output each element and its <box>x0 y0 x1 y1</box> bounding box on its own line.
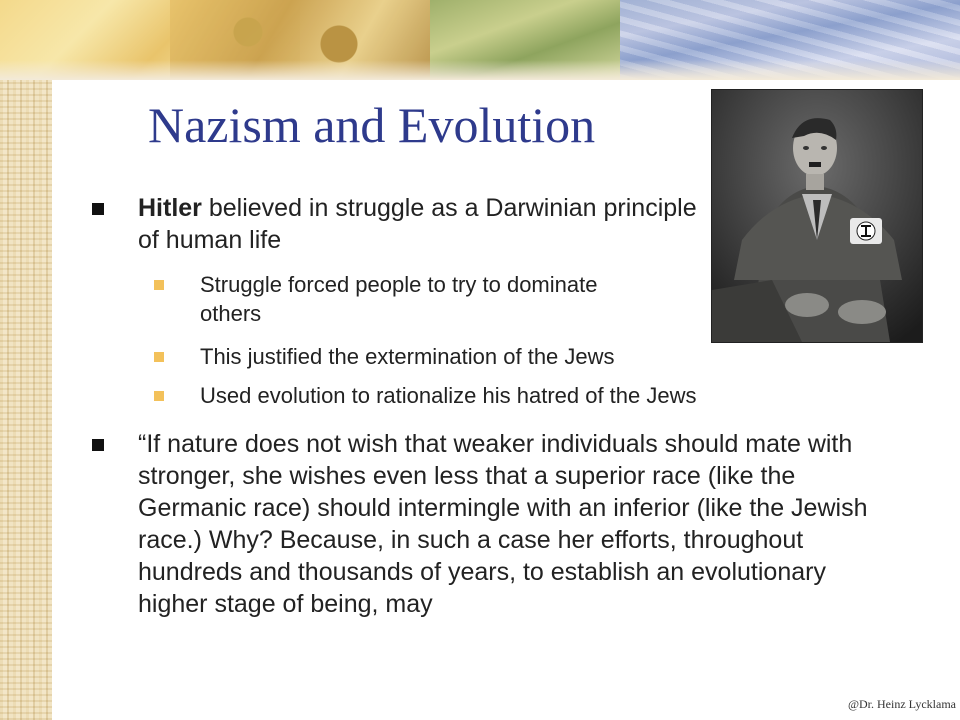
quote-mark: “ <box>138 430 147 458</box>
quote-bullet-item <box>92 428 898 620</box>
sub-bullet-item <box>92 381 850 410</box>
bullet-item <box>92 192 698 256</box>
bullet-marker <box>92 439 104 451</box>
bullet-lead: Hitler <box>138 194 202 222</box>
bullet-list <box>92 192 912 620</box>
quote-text: If nature does not wish that weaker individuals should mate with stronger, she wishes even less that a superior race (like the Germanic race) should intermingle with an inferior (like the Jewish race.) Why? Because, in such a case her efforts, throughout hundreds and thousands of years, to establish an evolutionary higher stage of being, may <box>138 430 868 618</box>
bullet-text: believed in struggle as a Darwinian principle of human life <box>138 194 697 254</box>
slide-title: Nazism and Evolution <box>148 97 596 153</box>
sub-bullet-marker <box>154 280 164 290</box>
bullet-marker <box>92 203 104 215</box>
sub-bullet-marker <box>154 352 164 362</box>
sub-bullet-text: Used evolution to rationalize his hatred of the Jews <box>200 383 697 408</box>
sub-bullet-marker <box>154 391 164 401</box>
sub-bullet-item <box>92 342 900 371</box>
decorative-top-banner <box>0 0 960 80</box>
sub-bullet-item <box>92 270 640 328</box>
sub-bullet-text: Struggle forced people to try to dominate others <box>200 272 598 326</box>
footer-credit: @Dr. Heinz Lycklama <box>847 697 956 711</box>
decorative-left-strip <box>0 0 52 720</box>
sub-bullet-text: This justified the extermination of the Jews <box>200 344 615 369</box>
